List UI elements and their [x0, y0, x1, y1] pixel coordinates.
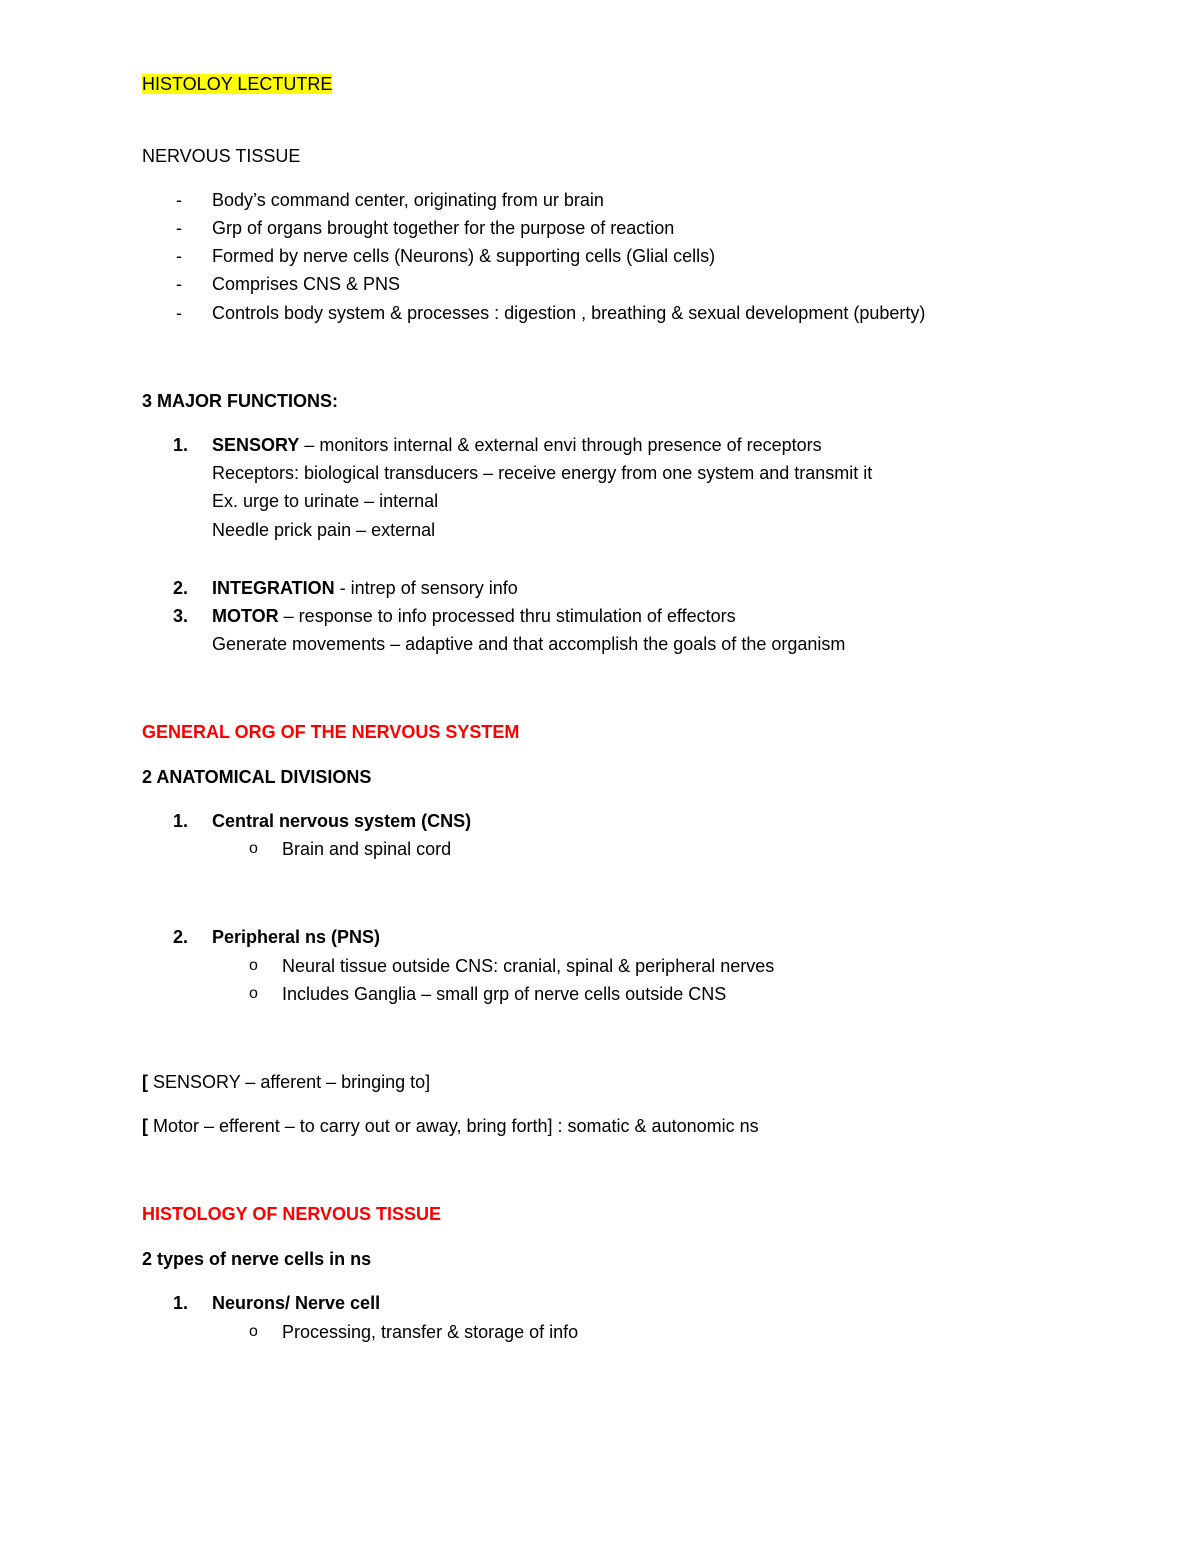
- list-item: Body’s command center, originating from ur brain: [212, 190, 604, 210]
- title-highlight: HISTOLOY LECTUTRE: [142, 74, 333, 94]
- function-detail: Receptors: biological transducers – receive energy from one system and transmit it: [212, 463, 873, 483]
- list-number: 1.: [173, 811, 189, 831]
- circle-bullet-icon: o: [249, 957, 258, 974]
- list-number: 2.: [173, 578, 189, 598]
- list-dash: -: [176, 218, 182, 238]
- list-dash: -: [176, 303, 182, 323]
- division-label: Peripheral ns (PNS): [212, 927, 381, 947]
- function-term: INTEGRATION: [212, 578, 335, 598]
- function-desc: – response to info processed thru stimulation of effectors: [278, 606, 736, 626]
- list-item: Controls body system & processes : digestion , breathing & sexual development (puberty): [212, 303, 926, 323]
- histology-heading: HISTOLOGY OF NERVOUS TISSUE: [142, 1204, 442, 1224]
- division-bullet: Includes Ganglia – small grp of nerve cells outside CNS: [282, 984, 727, 1004]
- list-dash: -: [176, 246, 182, 266]
- general-org-heading: GENERAL ORG OF THE NERVOUS SYSTEM: [142, 722, 520, 742]
- circle-bullet-icon: o: [249, 1323, 258, 1340]
- function-term: MOTOR: [212, 606, 279, 626]
- list-number: 1.: [173, 1293, 189, 1313]
- list-dash: -: [176, 274, 182, 294]
- cell-type-bullet: Processing, transfer & storage of info: [282, 1322, 579, 1342]
- division-bullet: Neural tissue outside CNS: cranial, spinal & peripheral nerves: [282, 956, 775, 976]
- division-bullet: Brain and spinal cord: [282, 839, 452, 859]
- list-number: 1.: [173, 435, 189, 455]
- circle-bullet-icon: o: [249, 840, 258, 857]
- function-desc: – monitors internal & external envi through presence of receptors: [299, 435, 822, 455]
- document-title: [142, 73, 332, 95]
- note-text: SENSORY – afferent – bringing to]: [148, 1072, 431, 1092]
- circle-bullet-icon: o: [249, 985, 258, 1002]
- list-number: 3.: [173, 606, 189, 626]
- list-item: Grp of organs brought together for the purpose of reaction: [212, 218, 675, 238]
- note-bracket: [: [142, 1072, 148, 1092]
- anatomical-divisions-subheading: 2 ANATOMICAL DIVISIONS: [142, 767, 372, 787]
- nervous-tissue-heading: NERVOUS TISSUE: [142, 146, 301, 166]
- division-label: Central nervous system (CNS): [212, 811, 472, 831]
- list-number: 2.: [173, 927, 189, 947]
- list-item: Comprises CNS & PNS: [212, 274, 401, 294]
- function-motor: [212, 605, 736, 627]
- function-detail: Generate movements – adaptive and that accomplish the goals of the organism: [212, 634, 846, 654]
- note-motor: [142, 1115, 759, 1137]
- function-integration: [212, 577, 518, 599]
- function-detail: Ex. urge to urinate – internal: [212, 491, 439, 511]
- list-item: Formed by nerve cells (Neurons) & supporting cells (Glial cells): [212, 246, 716, 266]
- nerve-cell-types-subheading: 2 types of nerve cells in ns: [142, 1249, 372, 1269]
- function-term: SENSORY: [212, 435, 300, 455]
- function-detail: Needle prick pain – external: [212, 520, 436, 540]
- note-sensory: [142, 1071, 430, 1093]
- function-desc: - intrep of sensory info: [334, 578, 518, 598]
- list-dash: -: [176, 190, 182, 210]
- function-sensory: [212, 434, 822, 456]
- note-text: Motor – efferent – to carry out or away, bring forth] : somatic & autonomic ns: [148, 1116, 759, 1136]
- note-bracket: [: [142, 1116, 148, 1136]
- cell-type-label: Neurons/ Nerve cell: [212, 1293, 381, 1313]
- major-functions-heading: 3 MAJOR FUNCTIONS:: [142, 391, 339, 411]
